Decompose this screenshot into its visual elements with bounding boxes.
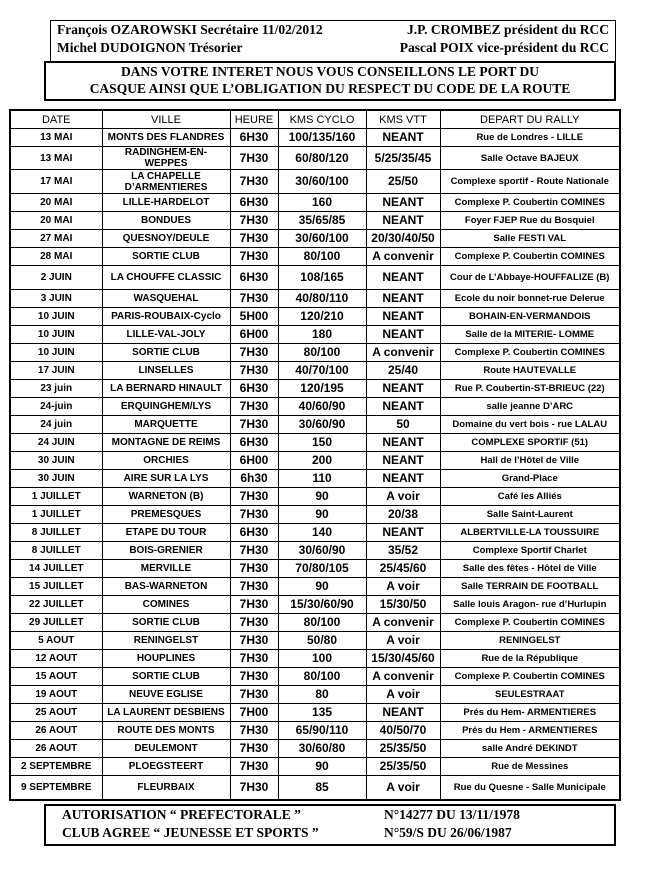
cell-ville: SORTIE CLUB (102, 614, 230, 632)
cell-kms-vtt: A convenir (366, 248, 440, 266)
column-header-date: DATE (10, 110, 102, 129)
table-row (10, 632, 620, 650)
cell-date: 15 AOUT (10, 668, 102, 686)
cell-kms-vtt: A voir (366, 632, 440, 650)
table-row (10, 290, 620, 308)
cell-ville: NEUVE EGLISE (102, 686, 230, 704)
cell-kms-cyclo: 100 (278, 650, 366, 668)
table-row (10, 129, 620, 147)
cell-depart: Prés du Hem- ARMENTIERES (440, 704, 620, 722)
cell-date: 30 JUIN (10, 470, 102, 488)
cell-kms-cyclo: 50/80 (278, 632, 366, 650)
cell-ville: LILLE-VAL-JOLY (102, 326, 230, 344)
cell-kms-cyclo: 90 (278, 488, 366, 506)
cell-date: 25 AOUT (10, 704, 102, 722)
cell-heure: 7H30 (230, 170, 278, 194)
cell-depart: Rue de Londres - LILLE (440, 129, 620, 147)
table-row (10, 230, 620, 248)
cell-ville: AIRE SUR LA LYS (102, 470, 230, 488)
table-row (10, 212, 620, 230)
cell-depart: Salle de la MITERIE- LOMME (440, 326, 620, 344)
cell-kms-cyclo: 90 (278, 578, 366, 596)
header-line-2 (51, 39, 615, 57)
cell-ville: SORTIE CLUB (102, 668, 230, 686)
cell-heure: 7H30 (230, 596, 278, 614)
cell-ville: PLOEGSTEERT (102, 758, 230, 776)
cell-heure: 6H00 (230, 326, 278, 344)
cell-ville: LINSELLES (102, 362, 230, 380)
column-header-depart: DEPART DU RALLY (440, 110, 620, 129)
cell-kms-cyclo: 30/60/90 (278, 542, 366, 560)
cell-heure: 6H30 (230, 194, 278, 212)
cell-heure: 7H30 (230, 290, 278, 308)
table-body (10, 129, 620, 801)
table-row (10, 668, 620, 686)
table-row (10, 776, 620, 801)
table-row (10, 344, 620, 362)
cell-heure: 7H30 (230, 632, 278, 650)
cell-kms-cyclo: 65/90/110 (278, 722, 366, 740)
cell-depart: Salle louis Aragon- rue d’Hurlupin (440, 596, 620, 614)
cell-ville: WASQUEHAL (102, 290, 230, 308)
cell-date: 12 AOUT (10, 650, 102, 668)
cell-ville: MONTAGNE DE REIMS (102, 434, 230, 452)
cell-ville: LA LAURENT DESBIENS (102, 704, 230, 722)
cell-kms-vtt: NEANT (366, 434, 440, 452)
cell-kms-cyclo: 30/60/90 (278, 416, 366, 434)
cell-kms-cyclo: 80 (278, 686, 366, 704)
cell-ville: FLEURBAIX (102, 776, 230, 801)
cell-depart: Rue de Messines (440, 758, 620, 776)
cell-kms-vtt: NEANT (366, 308, 440, 326)
cell-ville: BONDUES (102, 212, 230, 230)
cell-kms-vtt: NEANT (366, 380, 440, 398)
table-row (10, 248, 620, 266)
prefecture-authorization: AUTORISATION “ PREFECTORALE ” (62, 807, 301, 822)
secretary-info: François OZAROWSKI Secrétaire 11/02/2012 (57, 22, 323, 37)
table-row (10, 524, 620, 542)
cell-kms-vtt: A voir (366, 488, 440, 506)
cell-date: 15 JUILLET (10, 578, 102, 596)
footer-line-2 (46, 824, 614, 842)
cell-kms-vtt: NEANT (366, 266, 440, 290)
table-row (10, 326, 620, 344)
cell-date: 14 JUILLET (10, 560, 102, 578)
treasurer-info: Michel DUDOIGNON Trésorier (57, 40, 243, 55)
cell-heure: 6H30 (230, 129, 278, 147)
cell-date: 13 MAI (10, 129, 102, 147)
cell-depart: Complexe P. Coubertin COMINES (440, 194, 620, 212)
cell-kms-vtt: A convenir (366, 668, 440, 686)
cell-kms-cyclo: 35/65/85 (278, 212, 366, 230)
cell-depart: Rue P. Coubertin-ST-BRIEUC (22) (440, 380, 620, 398)
column-header-kms-vtt: KMS VTT (366, 110, 440, 129)
cell-ville: ETAPE DU TOUR (102, 524, 230, 542)
cell-date: 28 MAI (10, 248, 102, 266)
cell-ville: ROUTE DES MONTS (102, 722, 230, 740)
cell-heure: 7H00 (230, 704, 278, 722)
cell-date: 8 JUILLET (10, 524, 102, 542)
cell-kms-cyclo: 40/60/90 (278, 398, 366, 416)
cell-depart: Prés du Hem - ARMENTIERES (440, 722, 620, 740)
cell-depart: COMPLEXE SPORTIF (51) (440, 434, 620, 452)
cell-depart: Foyer FJEP Rue du Bosquiel (440, 212, 620, 230)
table-row (10, 308, 620, 326)
cell-kms-vtt: 15/30/50 (366, 596, 440, 614)
cell-heure: 5H00 (230, 308, 278, 326)
cell-kms-vtt: NEANT (366, 290, 440, 308)
table-row (10, 452, 620, 470)
cell-heure: 7H30 (230, 212, 278, 230)
cell-date: 27 MAI (10, 230, 102, 248)
cell-date: 1 JUILLET (10, 506, 102, 524)
table-row (10, 170, 620, 194)
table-row (10, 722, 620, 740)
cell-date: 24 JUIN (10, 434, 102, 452)
cell-kms-cyclo: 120/195 (278, 380, 366, 398)
rally-schedule-table (9, 109, 621, 801)
cell-heure: 7H30 (230, 416, 278, 434)
cell-heure: 7H30 (230, 398, 278, 416)
cell-ville: LA CHOUFFE CLASSIC (102, 266, 230, 290)
cell-date: 10 JUIN (10, 308, 102, 326)
cell-date: 1 JUILLET (10, 488, 102, 506)
table-row (10, 488, 620, 506)
cell-depart: Complexe P. Coubertin COMINES (440, 614, 620, 632)
cell-kms-vtt: 35/52 (366, 542, 440, 560)
table-row (10, 650, 620, 668)
table-row (10, 266, 620, 290)
notice-line-1: DANS VOTRE INTERET NOUS VOUS CONSEILLONS LE PORT DU (120, 64, 540, 79)
cell-ville: MERVILLE (102, 560, 230, 578)
column-header-ville: VILLE (102, 110, 230, 129)
table-row (10, 380, 620, 398)
cell-kms-cyclo: 108/165 (278, 266, 366, 290)
cell-kms-vtt: A voir (366, 578, 440, 596)
cell-heure: 7H30 (230, 722, 278, 740)
cell-ville: ERQUINGHEM/LYS (102, 398, 230, 416)
cell-date: 9 SEPTEMBRE (10, 776, 102, 801)
cell-date: 24 juin (10, 416, 102, 434)
cell-kms-cyclo: 90 (278, 758, 366, 776)
cell-kms-cyclo: 30/60/100 (278, 170, 366, 194)
safety-notice (44, 61, 616, 101)
cell-kms-vtt: A convenir (366, 344, 440, 362)
header-box (50, 20, 616, 62)
cell-heure: 7H30 (230, 362, 278, 380)
cell-kms-cyclo: 160 (278, 194, 366, 212)
cell-kms-cyclo: 40/70/100 (278, 362, 366, 380)
cell-depart: Salle Saint-Laurent (440, 506, 620, 524)
column-header-heure: HEURE (230, 110, 278, 129)
cell-kms-cyclo: 150 (278, 434, 366, 452)
footer-line-1 (46, 806, 614, 824)
header-line-1 (51, 21, 615, 39)
cell-kms-vtt: 25/35/50 (366, 740, 440, 758)
cell-date: 19 AOUT (10, 686, 102, 704)
cell-ville: BAS-WARNETON (102, 578, 230, 596)
column-header-kms-cyclo: KMS CYCLO (278, 110, 366, 129)
cell-kms-cyclo: 70/80/105 (278, 560, 366, 578)
cell-depart: Salle TERRAIN DE FOOTBALL (440, 578, 620, 596)
cell-date: 5 AOUT (10, 632, 102, 650)
cell-heure: 7H30 (230, 614, 278, 632)
cell-depart: Café les Alliés (440, 488, 620, 506)
table-row (10, 194, 620, 212)
cell-depart: Complexe P. Coubertin COMINES (440, 248, 620, 266)
cell-date: 24-juin (10, 398, 102, 416)
cell-ville: RENINGELST (102, 632, 230, 650)
cell-kms-vtt: 5/25/35/45 (366, 147, 440, 170)
cell-kms-vtt: NEANT (366, 129, 440, 147)
cell-depart: Hall de l’Hôtel de Ville (440, 452, 620, 470)
cell-kms-cyclo: 80/100 (278, 614, 366, 632)
cell-heure: 6H30 (230, 434, 278, 452)
cell-heure: 6H30 (230, 266, 278, 290)
cell-depart: salle jeanne D’ARC (440, 398, 620, 416)
cell-heure: 7H30 (230, 147, 278, 170)
cell-ville: LILLE-HARDELOT (102, 194, 230, 212)
cell-date: 13 MAI (10, 147, 102, 170)
cell-ville: SORTIE CLUB (102, 344, 230, 362)
cell-kms-vtt: NEANT (366, 452, 440, 470)
club-accreditation: CLUB AGREE “ JEUNESSE ET SPORTS ” (62, 825, 319, 840)
cell-ville: HOUPLINES (102, 650, 230, 668)
cell-depart: Cour de L’Abbaye-HOUFFALIZE (B) (440, 266, 620, 290)
cell-kms-vtt: NEANT (366, 212, 440, 230)
cell-depart: Grand-Place (440, 470, 620, 488)
president-info: J.P. CROMBEZ président du RCC (406, 22, 609, 37)
cell-depart: Ecole du noir bonnet-rue Delerue (440, 290, 620, 308)
cell-date: 10 JUIN (10, 344, 102, 362)
cell-depart: Complexe P. Coubertin COMINES (440, 668, 620, 686)
cell-kms-cyclo: 140 (278, 524, 366, 542)
table-row (10, 542, 620, 560)
cell-ville: SORTIE CLUB (102, 248, 230, 266)
cell-kms-vtt: 40/50/70 (366, 722, 440, 740)
cell-date: 20 MAI (10, 194, 102, 212)
cell-kms-cyclo: 80/100 (278, 668, 366, 686)
cell-heure: 7H30 (230, 560, 278, 578)
cell-heure: 7H30 (230, 578, 278, 596)
cell-kms-cyclo: 30/60/80 (278, 740, 366, 758)
cell-ville: RADINGHEM-EN-WEPPES (102, 147, 230, 170)
cell-depart: BOHAIN-EN-VERMANDOIS (440, 308, 620, 326)
cell-kms-vtt: A voir (366, 776, 440, 801)
table-row (10, 416, 620, 434)
cell-ville: PARIS-ROUBAIX-Cyclo (102, 308, 230, 326)
cell-date: 23 juin (10, 380, 102, 398)
cell-depart: Rue du Quesne - Salle Municipale (440, 776, 620, 801)
cell-kms-vtt: NEANT (366, 194, 440, 212)
cell-depart: RENINGELST (440, 632, 620, 650)
table-row (10, 434, 620, 452)
cell-kms-vtt: NEANT (366, 704, 440, 722)
cell-kms-cyclo: 30/60/100 (278, 230, 366, 248)
cell-heure: 7H30 (230, 230, 278, 248)
cell-date: 20 MAI (10, 212, 102, 230)
cell-depart: Complexe Sportif Charlet (440, 542, 620, 560)
table-row (10, 578, 620, 596)
cell-heure: 7H30 (230, 668, 278, 686)
cell-depart: Salle des fêtes - Hôtel de Ville (440, 560, 620, 578)
cell-date: 2 JUIN (10, 266, 102, 290)
cell-heure: 7H30 (230, 248, 278, 266)
cell-heure: 6h30 (230, 470, 278, 488)
cell-ville: QUESNOY/DEULE (102, 230, 230, 248)
table-row (10, 470, 620, 488)
cell-heure: 7H30 (230, 344, 278, 362)
cell-heure: 7H30 (230, 776, 278, 801)
cell-ville: ORCHIES (102, 452, 230, 470)
table-row (10, 596, 620, 614)
cell-kms-cyclo: 120/210 (278, 308, 366, 326)
cell-depart: Rue de la République (440, 650, 620, 668)
cell-heure: 7H30 (230, 740, 278, 758)
cell-depart: salle André DEKINDT (440, 740, 620, 758)
cell-ville: MARQUETTE (102, 416, 230, 434)
cell-kms-vtt: A convenir (366, 614, 440, 632)
cell-depart: Complexe sportif - Route Nationale (440, 170, 620, 194)
cell-date: 3 JUIN (10, 290, 102, 308)
cell-kms-cyclo: 110 (278, 470, 366, 488)
cell-date: 22 JUILLET (10, 596, 102, 614)
table-row (10, 704, 620, 722)
table-header-row (10, 110, 620, 129)
cell-heure: 6H30 (230, 524, 278, 542)
cell-kms-vtt: NEANT (366, 398, 440, 416)
cell-kms-vtt: 25/45/60 (366, 560, 440, 578)
cell-kms-cyclo: 40/80/110 (278, 290, 366, 308)
table-row (10, 686, 620, 704)
cell-depart: Salle FESTI VAL (440, 230, 620, 248)
table-row (10, 740, 620, 758)
accreditation-number: N°59/S DU 26/06/1987 (384, 825, 512, 840)
cell-heure: 7H30 (230, 542, 278, 560)
cell-kms-cyclo: 180 (278, 326, 366, 344)
cell-date: 17 MAI (10, 170, 102, 194)
cell-kms-vtt: 20/38 (366, 506, 440, 524)
cell-ville: BOIS-GRENIER (102, 542, 230, 560)
cell-ville: LA BERNARD HINAULT (102, 380, 230, 398)
vice-president-info: Pascal POIX vice-président du RCC (399, 40, 609, 55)
cell-kms-cyclo: 80/100 (278, 344, 366, 362)
cell-date: 10 JUIN (10, 326, 102, 344)
cell-depart: Domaine du vert bois - rue LALAU (440, 416, 620, 434)
cell-heure: 6H00 (230, 452, 278, 470)
cell-date: 2 SEPTEMBRE (10, 758, 102, 776)
cell-depart: Salle Octave BAJEUX (440, 147, 620, 170)
cell-kms-vtt: A voir (366, 686, 440, 704)
cell-ville: WARNETON (B) (102, 488, 230, 506)
table-row (10, 560, 620, 578)
cell-depart: SEULESTRAAT (440, 686, 620, 704)
cell-heure: 7H30 (230, 506, 278, 524)
cell-date: 17 JUIN (10, 362, 102, 380)
cell-depart: Route HAUTEVALLE (440, 362, 620, 380)
cell-date: 26 AOUT (10, 740, 102, 758)
cell-kms-vtt: 25/35/50 (366, 758, 440, 776)
cell-ville: PREMESQUES (102, 506, 230, 524)
cell-kms-vtt: 50 (366, 416, 440, 434)
table-row (10, 506, 620, 524)
cell-kms-vtt: 25/40 (366, 362, 440, 380)
cell-kms-vtt: 25/50 (366, 170, 440, 194)
cell-depart: ALBERTVILLE-LA TOUSSUIRE (440, 524, 620, 542)
cell-heure: 7H30 (230, 488, 278, 506)
cell-kms-cyclo: 80/100 (278, 248, 366, 266)
cell-ville: MONTS DES FLANDRES (102, 129, 230, 147)
cell-kms-cyclo: 100/135/160 (278, 129, 366, 147)
table-row (10, 362, 620, 380)
cell-ville: DEULEMONT (102, 740, 230, 758)
cell-kms-cyclo: 85 (278, 776, 366, 801)
cell-heure: 6H30 (230, 380, 278, 398)
table-row (10, 398, 620, 416)
cell-kms-vtt: 20/30/40/50 (366, 230, 440, 248)
cell-date: 29 JUILLET (10, 614, 102, 632)
table-row (10, 147, 620, 170)
cell-kms-cyclo: 90 (278, 506, 366, 524)
table-row (10, 758, 620, 776)
prefecture-number: N°14277 DU 13/11/1978 (384, 807, 520, 822)
cell-kms-vtt: 15/30/45/60 (366, 650, 440, 668)
cell-heure: 7H30 (230, 650, 278, 668)
footer-box (44, 804, 616, 846)
cell-kms-vtt: NEANT (366, 326, 440, 344)
cell-date: 30 JUIN (10, 452, 102, 470)
cell-kms-cyclo: 135 (278, 704, 366, 722)
cell-ville: LA CHAPELLE D’ARMENTIERES (102, 170, 230, 194)
cell-heure: 7H30 (230, 686, 278, 704)
notice-line-2: CASQUE AINSI QUE L’OBLIGATION DU RESPECT DU CODE DE LA ROUTE (89, 81, 571, 96)
cell-kms-vtt: NEANT (366, 524, 440, 542)
cell-kms-vtt: NEANT (366, 470, 440, 488)
cell-ville: COMINES (102, 596, 230, 614)
cell-heure: 7H30 (230, 758, 278, 776)
cell-date: 26 AOUT (10, 722, 102, 740)
table-row (10, 614, 620, 632)
cell-kms-cyclo: 200 (278, 452, 366, 470)
cell-depart: Complexe P. Coubertin COMINES (440, 344, 620, 362)
cell-date: 8 JUILLET (10, 542, 102, 560)
cell-kms-cyclo: 15/30/60/90 (278, 596, 366, 614)
cell-kms-cyclo: 60/80/120 (278, 147, 366, 170)
